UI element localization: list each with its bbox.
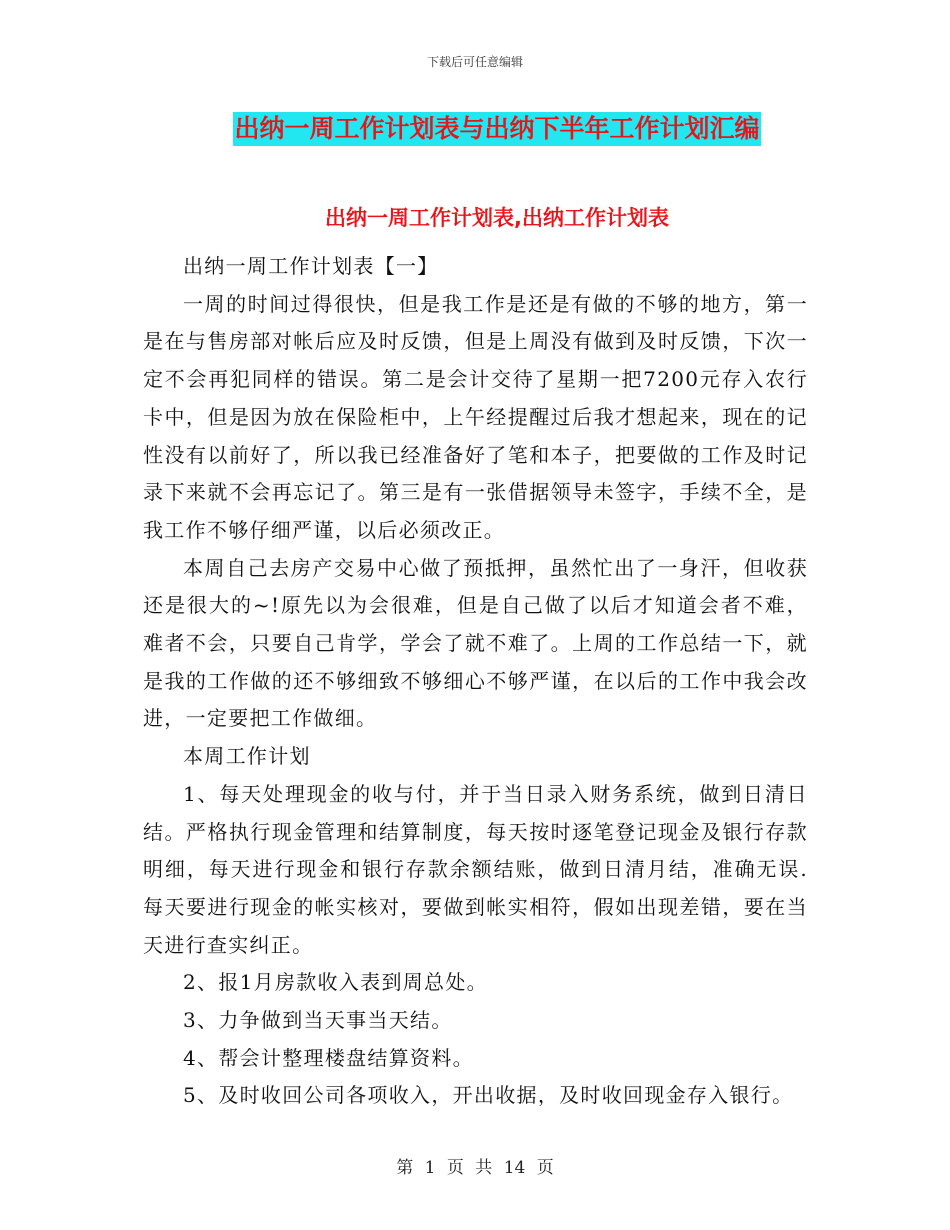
document-title: 出纳一周工作计划表与出纳下半年工作计划汇编 [233, 112, 760, 146]
document-title-container [0, 112, 950, 146]
plan-item-5: 5、及时收回公司各项收入，开出收据，及时收回现金存入银行。 [183, 1083, 794, 1108]
section-title: 出纳一周工作计划表,出纳工作计划表 [325, 206, 669, 230]
paragraph-plan-heading: 本周工作计划 [183, 744, 311, 769]
header-note: 下载后可任意编辑 [426, 55, 523, 69]
paragraph-review: 一周的时间过得很快，但是我工作是还是有做的不够的地方，第一是在与售房部对帐后应及时反馈，但是上周没有做到及时反馈，下次一定不会再犯同样的错误。第二是会计交待了星期一把7200元存入农行卡中，但是因为放在保险柜中，上午经提醒过后我才想起来，现在的记性没有以前好了，所以我已经准备好了笔和本子，把要做的工作及时记录下来就不会再忘记了。第三是有一张借据领导未签字，手续不全，是我工作不够仔细严谨，以后必须改正。 [143, 291, 808, 542]
document-body [143, 248, 808, 1115]
page-footer: 第 1 页 共 14 页 [396, 1158, 554, 1178]
paragraph-reflection: 本周自己去房产交易中心做了预抵押，虽然忙出了一身汗，但收获还是很大的~!原先以为会很难，但是自己做了以后才知道会者不难，难者不会，只要自己肯学，学会了就不难了。上周的工作总结一下，就是我的工作做的还不够细致不够细心不够严谨，在以后的工作中我会改进，一定要把工作做细。 [143, 555, 808, 731]
paragraph-heading-one: 出纳一周工作计划表【一】 [183, 254, 439, 278]
plan-item-3: 3、力争做到当天事当天结。 [183, 1008, 453, 1033]
plan-item-2: 2、报1月房款收入表到周总处。 [183, 970, 488, 995]
plan-item-4: 4、帮会计整理楼盘结算资料。 [183, 1045, 474, 1070]
plan-item-1: 1、每天处理现金的收与付，并于当日录入财务系统，做到日清日结。严格执行现金管理和结算制度，每天按时逐笔登记现金及银行存款明细，每天进行现金和银行存款余额结账，做到日清月结，准确无误.每天要进行现金的帐实核对，要做到帐实相符，假如出现差错，要在当天进行查实纠正。 [143, 781, 808, 957]
